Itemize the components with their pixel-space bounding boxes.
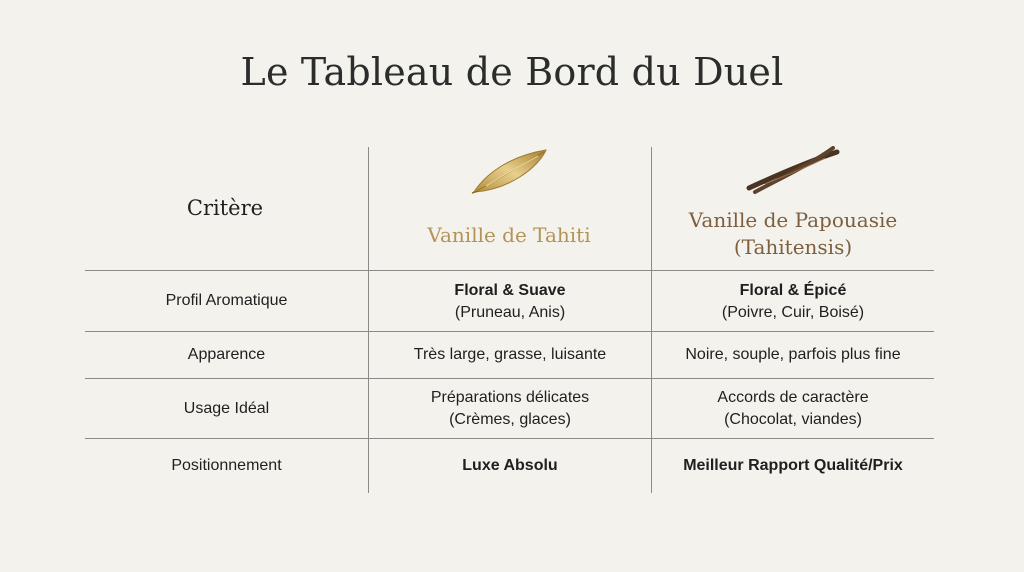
vanilla-pod-icon	[468, 146, 552, 203]
table-cell-papua: Accords de caractère (Chocolat, viandes)	[717, 389, 869, 428]
table-cell-papua	[652, 280, 934, 324]
vanilla-beans-icon	[745, 146, 841, 201]
column-header-papua	[652, 207, 934, 261]
table-row-criterion: Positionnement	[171, 457, 282, 474]
table-row-criterion: Apparence	[187, 346, 266, 363]
table-cell-papua: Noire, souple, parfois plus fine	[685, 346, 901, 363]
cell-detail: (Poivre, Cuir, Boisé)	[721, 304, 865, 321]
column-header-tahiti	[385, 222, 633, 249]
row-divider	[85, 331, 934, 332]
table-row-criterion: Profil Aromatique	[165, 292, 288, 309]
table-cell-tahiti	[369, 280, 651, 324]
table-row-criterion: Usage Idéal	[183, 400, 270, 417]
row-divider	[85, 270, 934, 271]
page-title: Le Tableau de Bord du Duel	[240, 50, 784, 94]
table-cell-tahiti: Très large, grasse, luisante	[413, 346, 607, 363]
table-cell-tahiti: Préparations délicates (Crèmes, glaces)	[430, 389, 590, 428]
table-cell-tahiti: Luxe Absolu	[462, 457, 558, 474]
tahiti-label: Vanille de Tahiti	[427, 223, 591, 247]
criteria-header: Critère	[186, 196, 264, 220]
papua-sublabel: (Tahitensis)	[733, 235, 853, 259]
cell-detail: (Pruneau, Anis)	[454, 304, 566, 321]
table-cell-papua: Meilleur Rapport Qualité/Prix	[683, 457, 903, 474]
row-divider	[85, 438, 934, 439]
row-divider	[85, 378, 934, 379]
cell-highlight: Floral & Épicé	[739, 282, 847, 299]
papua-label: Vanille de Papouasie	[688, 208, 898, 232]
cell-highlight: Floral & Suave	[454, 282, 566, 299]
